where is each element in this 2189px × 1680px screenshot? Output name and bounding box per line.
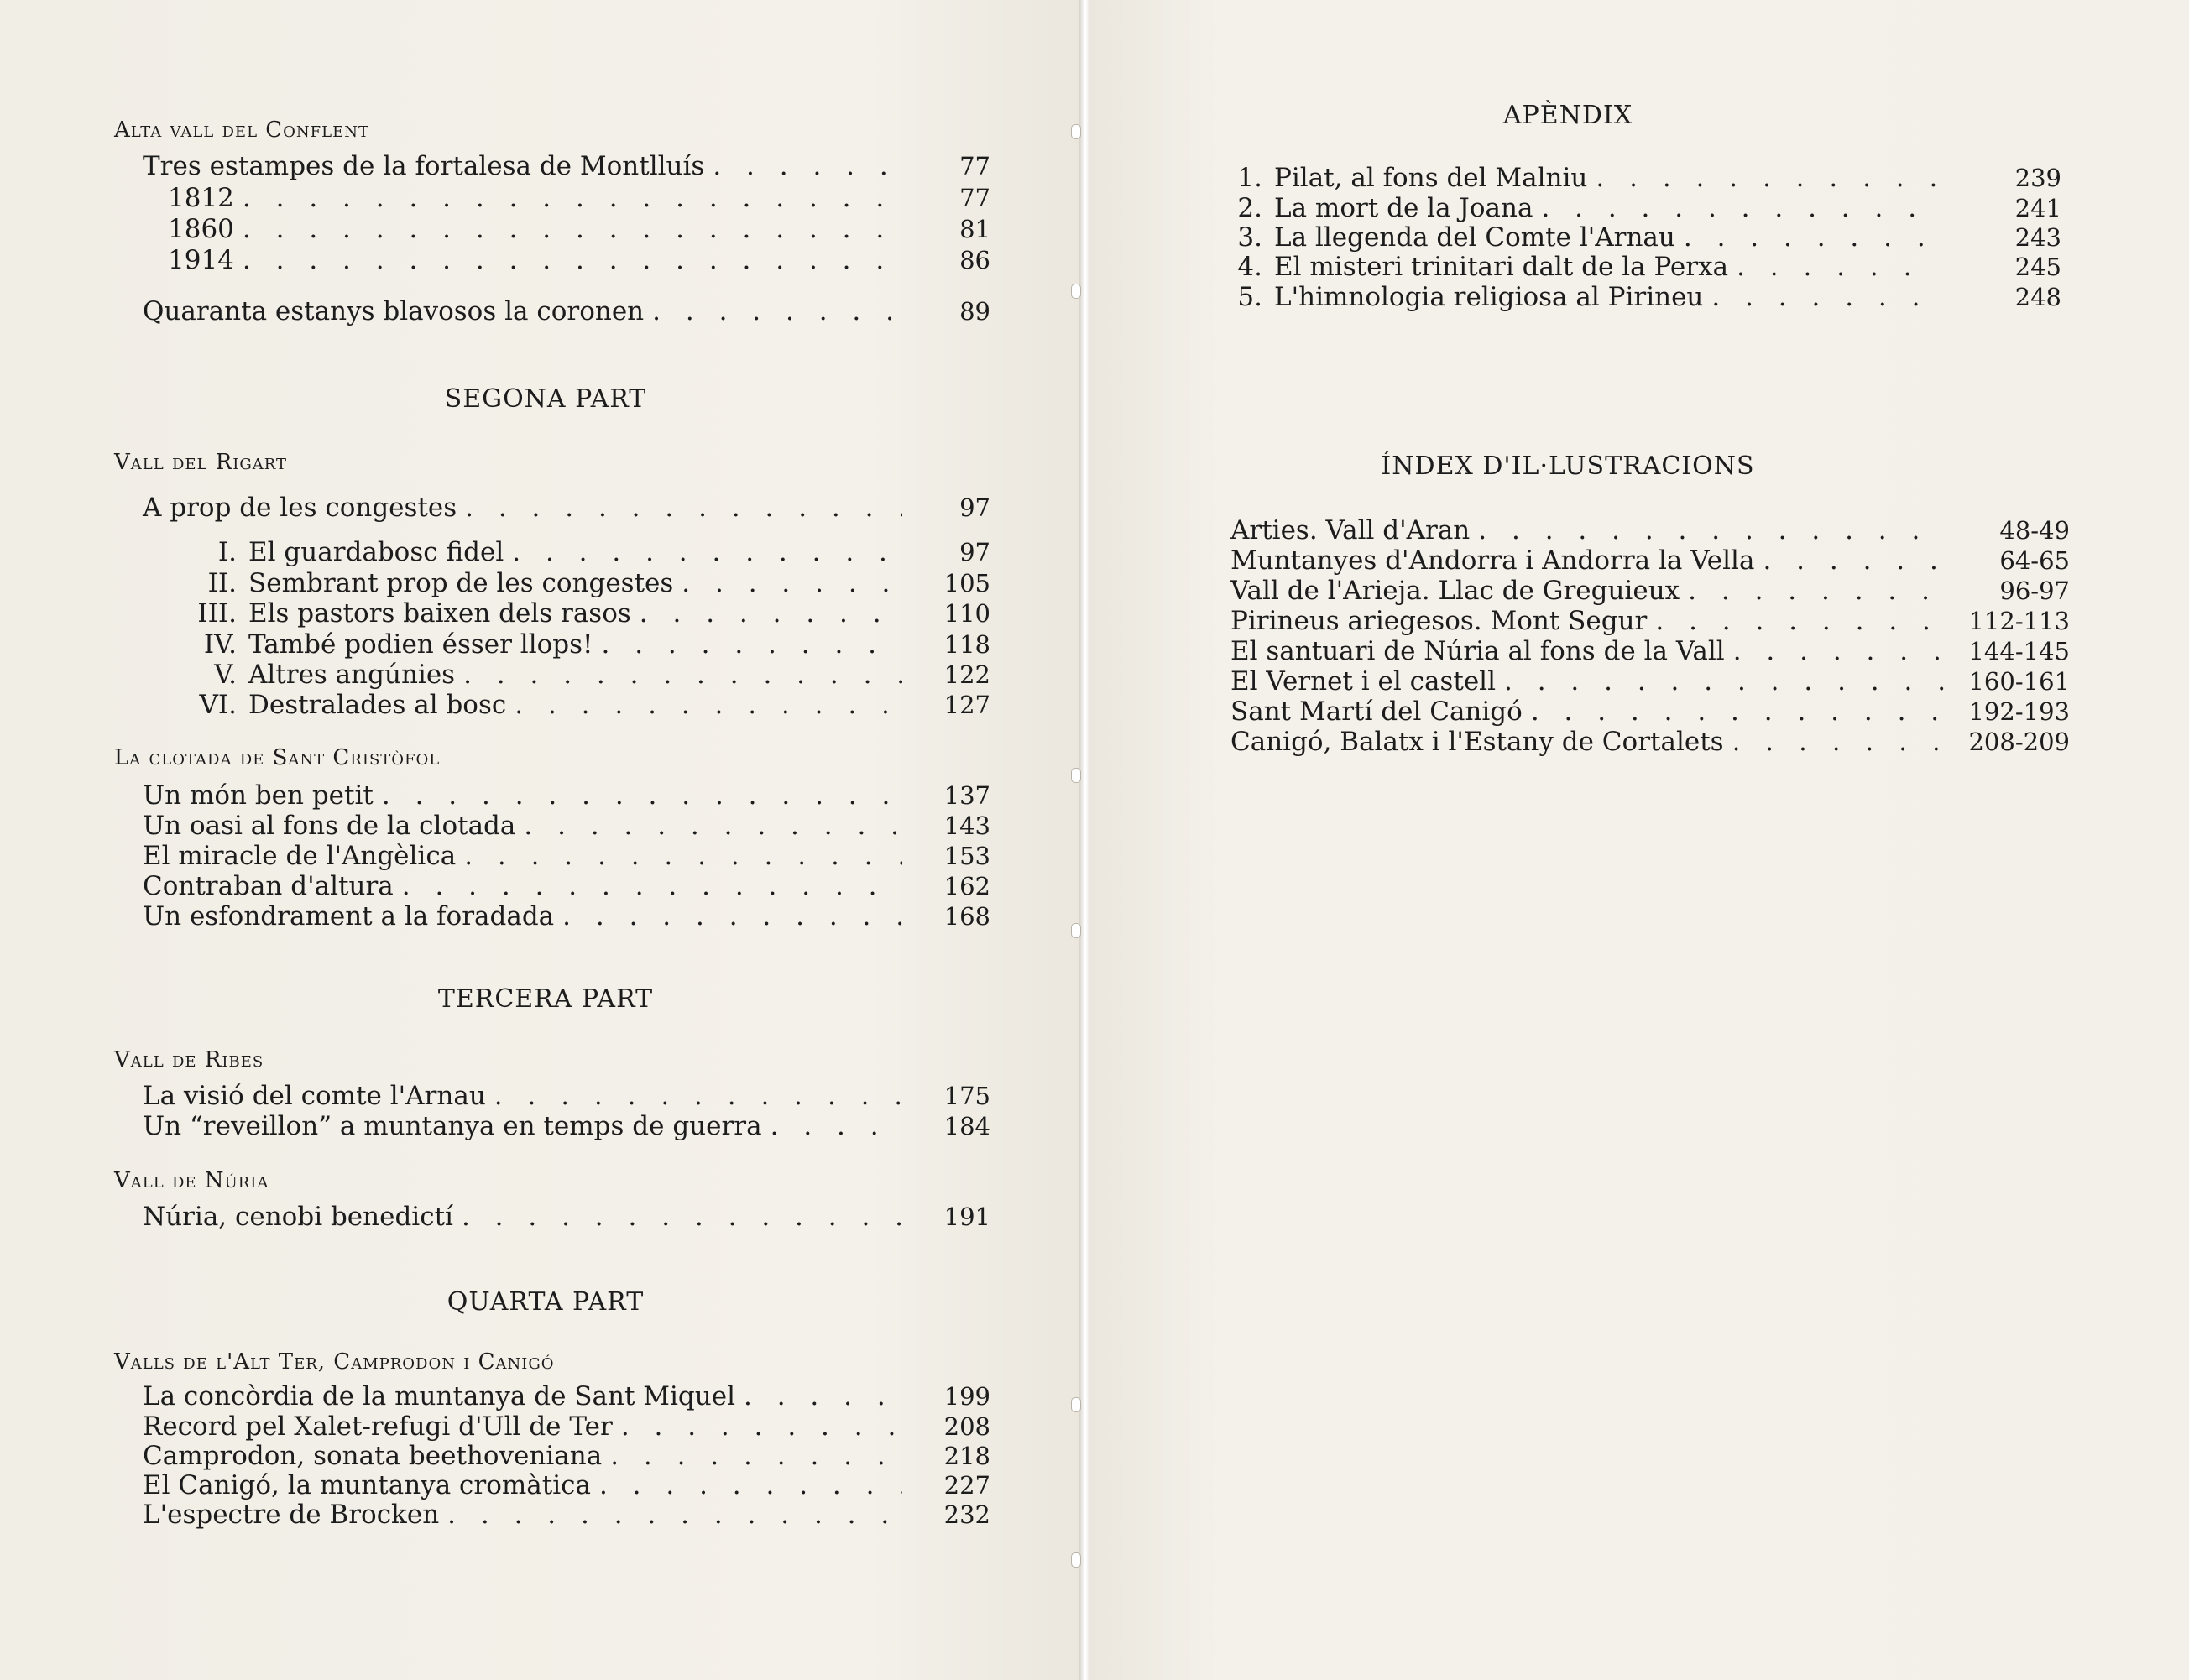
illustration-entry: El Vernet i el castell . . . 160-161: [1230, 666, 2070, 697]
toc-entry: Quaranta estanys blavosos la coronen . . . 89: [143, 296, 990, 326]
illustration-entry: Arties. Vall d'Aran . . . 48-49: [1230, 515, 2070, 545]
toc-entry: Un esfondrament a la foradada . . . 168: [143, 901, 990, 931]
toc-entry: III. Els pastors baixen dels rasos . . . 110: [143, 598, 990, 629]
toc-entry: Tres estampes de la fortalesa de Montlluís . . . 77: [143, 151, 990, 181]
toc-entry: 1860 . . . 81: [143, 214, 990, 244]
toc-entry: Un món ben petit . . . 137: [143, 780, 990, 811]
section-heading: Vall del Rigart: [114, 450, 288, 475]
appendix-entry: 4. El misteri trinitari dalt de la Perxa . . . 245: [1222, 252, 2061, 282]
toc-entry: 1812 . . . 77: [143, 183, 990, 213]
toc-entry: El miracle de l'Angèlica . . . 153: [143, 841, 990, 871]
binding-stitch: [1071, 1552, 1081, 1568]
part-title: TERCERA PART: [437, 984, 654, 1014]
appendix-entry: 5. L'himnologia religiosa al Pirineu . . . 248: [1222, 282, 2061, 312]
toc-entry: A prop de les congestes . . . 97: [143, 493, 990, 523]
appendix-title: APÈNDIX: [1502, 101, 1633, 130]
toc-entry: Record pel Xalet-refugi d'Ull de Ter . . . 208: [143, 1411, 990, 1442]
illustration-entry: El santuari de Núria al fons de la Vall . . . 144-145: [1230, 636, 2070, 666]
toc-entry: VI. Destralades al bosc . . . 127: [143, 690, 990, 720]
illustration-entry: Sant Martí del Canigó . . . 192-193: [1230, 697, 2070, 727]
toc-entry: II. Sembrant prop de les congestes . . . 105: [143, 568, 990, 598]
appendix-entry: 2. La mort de la Joana . . . 241: [1222, 193, 2061, 223]
binding-stitch: [1071, 1397, 1081, 1412]
illustration-entry: Muntanyes d'Andorra i Andorra la Vella . . . 64-65: [1230, 545, 2070, 576]
illustration-entry: Pirineus ariegesos. Mont Segur . . . 112-113: [1230, 606, 2070, 636]
section-heading: Alta vall del Conflent: [114, 117, 370, 143]
toc-entry: Camprodon, sonata beethoveniana . . . 218: [143, 1441, 990, 1471]
toc-entry: La visió del comte l'Arnau . . . 175: [143, 1081, 990, 1111]
binding-stitch: [1071, 284, 1081, 299]
part-title: SEGONA PART: [444, 384, 647, 414]
toc-entry: El Canigó, la muntanya cromàtica . . . 227: [143, 1470, 990, 1500]
illustrations-index-title: ÍNDEX D'IL·LUSTRACIONS: [1381, 451, 1755, 481]
right-page: [1089, 0, 2189, 1680]
section-heading: Vall de Núria: [114, 1168, 269, 1193]
toc-entry: I. El guardabosc fidel . . . 97: [143, 537, 990, 567]
toc-entry: IV. També podien ésser llops! . . . 118: [143, 629, 990, 660]
binding-stitch: [1071, 768, 1081, 783]
toc-entry: L'espectre de Brocken . . . 232: [143, 1500, 990, 1530]
illustration-entry: Canigó, Balatx i l'Estany de Cortalets . . . 208-209: [1230, 727, 2070, 757]
toc-entry: V. Altres angúnies . . . 122: [143, 660, 990, 690]
toc-entry: Un oasi al fons de la clotada . . . 143: [143, 811, 990, 841]
appendix-entry: 1. Pilat, al fons del Malniu . . . 239: [1222, 163, 2061, 193]
illustration-entry: Vall de l'Arieja. Llac de Greguieux . . . 96-97: [1230, 576, 2070, 606]
toc-entry: La concòrdia de la muntanya de Sant Miquel . . . 199: [143, 1381, 990, 1411]
toc-entry: Núria, cenobi benedictí . . . 191: [143, 1202, 990, 1232]
toc-entry: 1914 . . . 86: [143, 245, 990, 275]
binding-stitch: [1071, 923, 1081, 938]
binding-stitch: [1071, 124, 1081, 139]
section-heading: Vall de Ribes: [114, 1047, 264, 1072]
part-title: QUARTA PART: [447, 1287, 645, 1317]
left-page: [0, 0, 1083, 1680]
section-heading: La clotada de Sant Cristòfol: [114, 745, 441, 770]
toc-entry: Contraban d'altura . . . 162: [143, 871, 990, 901]
toc-entry: Un “reveillon” a muntanya en temps de guerra . . . 184: [143, 1111, 990, 1141]
appendix-entry: 3. La llegenda del Comte l'Arnau . . . 243: [1222, 222, 2061, 253]
section-heading: Valls de l'Alt Ter, Camprodon i Canigó: [114, 1349, 555, 1375]
